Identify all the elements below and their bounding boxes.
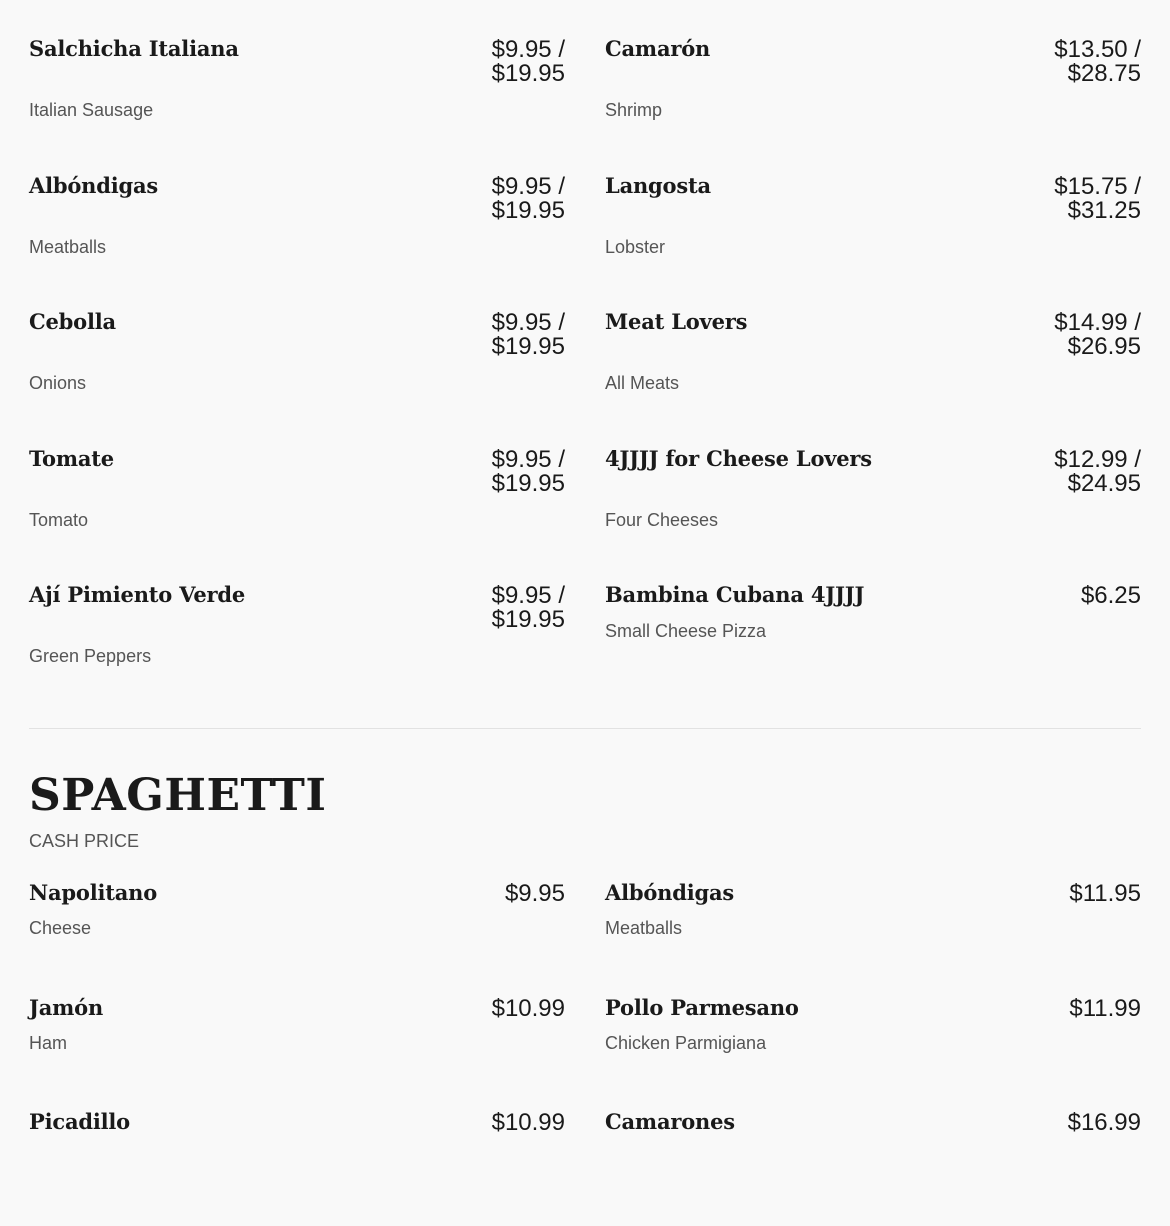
item-name: Meat Lovers: [605, 309, 748, 334]
item-price: $9.95: [504, 880, 565, 907]
item-name: Picadillo: [29, 1109, 130, 1134]
menu-item: [605, 882, 1141, 997]
item-price: $11.99: [1069, 994, 1141, 1022]
menu-item: [605, 172, 1141, 312]
item-price: $10.99: [491, 1109, 565, 1136]
item-description: Italian Sausage: [29, 100, 154, 120]
menu-item: [29, 172, 565, 312]
item-price: $13.50 / $28.75: [1054, 36, 1141, 87]
item-description: Green Peppers: [29, 646, 152, 666]
menu-item: [29, 1111, 565, 1226]
item-name: Jamón: [29, 994, 104, 1020]
menu-item: [29, 882, 565, 997]
item-name: Bambina Cubana 4JJJJ: [605, 582, 865, 607]
item-price: $14.99 / $26.95: [1054, 309, 1141, 360]
item-name: Napolitano: [29, 880, 158, 905]
item-name: Albóndigas: [605, 880, 735, 905]
item-price: $9.95 / $19.95: [491, 309, 565, 360]
item-description: Tomato: [29, 509, 89, 530]
item-price: $6.25: [1080, 582, 1141, 609]
menu-item: [29, 38, 565, 175]
menu-item: [605, 445, 1141, 585]
item-description: All Meats: [605, 373, 680, 393]
item-name: Ají Pimiento Verde: [29, 582, 246, 607]
menu-item: [605, 38, 1141, 175]
spaghetti-items-grid: [29, 882, 1141, 1226]
item-name: Camarón: [605, 36, 711, 61]
pizza-items-grid: [29, 0, 1141, 721]
section-title: SPAGHETTI: [29, 770, 327, 821]
item-name: Salchicha Italiana: [29, 36, 239, 61]
section-divider: [29, 728, 1141, 729]
item-price: $11.95: [1069, 880, 1141, 907]
section-subtitle: CASH PRICE: [29, 831, 140, 851]
menu-item: [605, 311, 1141, 448]
menu-item: [605, 1111, 1141, 1226]
menu-page: [29, 0, 1141, 1136]
item-name: Langosta: [605, 172, 711, 198]
item-price: $9.95 / $19.95: [491, 582, 565, 633]
menu-item: [29, 994, 565, 1112]
item-description: Ham: [29, 1032, 68, 1053]
item-description: Shrimp: [605, 100, 663, 120]
item-description: Small Cheese Pizza: [605, 621, 767, 641]
item-name: Camarones: [605, 1109, 735, 1134]
item-name: Albóndigas: [29, 172, 159, 198]
item-description: Meatballs: [605, 918, 683, 938]
menu-item: [29, 445, 565, 585]
item-price: $9.95 / $19.95: [491, 172, 565, 224]
item-price: $9.95 / $19.95: [491, 36, 565, 87]
item-description: Chicken Parmigiana: [605, 1032, 767, 1053]
item-description: Cheese: [29, 918, 92, 938]
section-header: [29, 770, 326, 851]
item-price: $9.95 / $19.95: [491, 445, 565, 497]
menu-item: [605, 994, 1141, 1112]
item-name: Cebolla: [29, 309, 116, 334]
item-price: $16.99: [1067, 1109, 1141, 1136]
item-name: 4JJJJ for Cheese Lovers: [605, 445, 872, 471]
menu-item: [29, 311, 565, 448]
menu-item: [29, 584, 565, 721]
menu-item: [605, 584, 1141, 721]
item-description: Four Cheeses: [605, 509, 719, 530]
item-price: $12.99 / $24.95: [1054, 445, 1141, 497]
item-description: Meatballs: [29, 236, 107, 257]
item-price: $10.99: [491, 994, 565, 1022]
item-name: Tomate: [29, 445, 114, 471]
item-name: Pollo Parmesano: [605, 994, 799, 1020]
item-description: Onions: [29, 373, 87, 393]
item-price: $15.75 / $31.25: [1054, 172, 1141, 224]
item-description: Lobster: [605, 236, 666, 257]
